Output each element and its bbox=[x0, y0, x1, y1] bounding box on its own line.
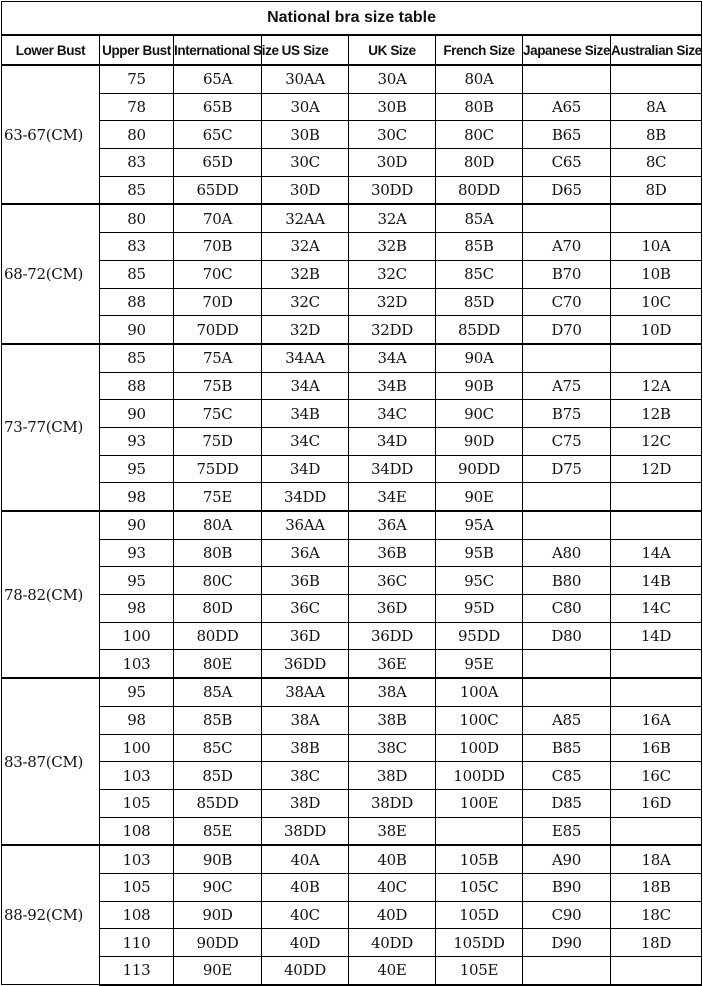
upper-bust-cell: 85 bbox=[100, 176, 174, 204]
french-size-cell: 90C bbox=[436, 400, 523, 428]
international-size-cell: 90B bbox=[174, 845, 262, 873]
us-size-cell: 40D bbox=[262, 929, 349, 957]
australian-size-cell: 8B bbox=[611, 121, 702, 149]
lower-bust-range: 83-87(CM) bbox=[2, 678, 100, 845]
french-size-cell: 90B bbox=[436, 372, 523, 400]
us-size-cell: 38D bbox=[262, 789, 349, 817]
us-size-cell: 34A bbox=[262, 372, 349, 400]
uk-size-cell: 32A bbox=[349, 204, 436, 232]
international-size-cell: 75E bbox=[174, 483, 262, 511]
australian-size-cell: 8A bbox=[611, 93, 702, 121]
international-size-cell: 65B bbox=[174, 93, 262, 121]
us-size-cell: 36B bbox=[262, 567, 349, 595]
uk-size-cell: 32C bbox=[349, 260, 436, 288]
japanese-size-cell: A75 bbox=[523, 372, 611, 400]
international-size-cell: 80E bbox=[174, 650, 262, 678]
bra-size-table bbox=[1, 1, 702, 986]
japanese-size-cell: D75 bbox=[523, 455, 611, 483]
french-size-cell: 80A bbox=[436, 65, 523, 93]
french-size-cell: 85C bbox=[436, 260, 523, 288]
table-row bbox=[2, 176, 702, 204]
table-row bbox=[2, 650, 702, 678]
french-size-cell: 85B bbox=[436, 233, 523, 261]
french-size-cell: 85D bbox=[436, 288, 523, 316]
table-row bbox=[2, 929, 702, 957]
table-row bbox=[2, 372, 702, 400]
lower-bust-range: 88-92(CM) bbox=[2, 845, 100, 984]
upper-bust-cell: 95 bbox=[100, 567, 174, 595]
upper-bust-cell: 75 bbox=[100, 65, 174, 93]
australian-size-cell: 14D bbox=[611, 622, 702, 650]
french-size-cell bbox=[436, 817, 523, 845]
japanese-size-cell: B80 bbox=[523, 567, 611, 595]
japanese-size-cell: D90 bbox=[523, 929, 611, 957]
french-size-cell: 100D bbox=[436, 734, 523, 762]
uk-size-cell: 30DD bbox=[349, 176, 436, 204]
australian-size-cell: 14B bbox=[611, 567, 702, 595]
uk-size-cell: 32B bbox=[349, 233, 436, 261]
international-size-cell: 65D bbox=[174, 149, 262, 177]
us-size-cell: 40A bbox=[262, 845, 349, 873]
table-row bbox=[2, 288, 702, 316]
upper-bust-cell: 98 bbox=[100, 483, 174, 511]
us-size-cell: 32AA bbox=[262, 204, 349, 232]
australian-size-cell bbox=[611, 957, 702, 985]
international-size-cell: 75DD bbox=[174, 455, 262, 483]
table-row bbox=[2, 567, 702, 595]
international-size-cell: 70DD bbox=[174, 316, 262, 344]
table-row bbox=[2, 93, 702, 121]
uk-size-cell: 38DD bbox=[349, 789, 436, 817]
upper-bust-cell: 80 bbox=[100, 204, 174, 232]
international-size-cell: 80DD bbox=[174, 622, 262, 650]
uk-size-cell: 38C bbox=[349, 734, 436, 762]
us-size-cell: 30AA bbox=[262, 65, 349, 93]
japanese-size-cell bbox=[523, 344, 611, 372]
international-size-cell: 90D bbox=[174, 901, 262, 929]
uk-size-cell: 30A bbox=[349, 65, 436, 93]
international-size-cell: 70A bbox=[174, 204, 262, 232]
international-size-cell: 85D bbox=[174, 762, 262, 790]
upper-bust-cell: 88 bbox=[100, 372, 174, 400]
us-size-cell: 34AA bbox=[262, 344, 349, 372]
upper-bust-cell: 78 bbox=[100, 93, 174, 121]
header-upper-bust: Upper Bust bbox=[100, 35, 174, 65]
international-size-cell: 85C bbox=[174, 734, 262, 762]
international-size-cell: 80D bbox=[174, 595, 262, 623]
lower-bust-range: 73-77(CM) bbox=[2, 344, 100, 511]
upper-bust-cell: 105 bbox=[100, 789, 174, 817]
table-row bbox=[2, 539, 702, 567]
table-row bbox=[2, 121, 702, 149]
upper-bust-cell: 103 bbox=[100, 845, 174, 873]
french-size-cell: 100C bbox=[436, 706, 523, 734]
french-size-cell: 85A bbox=[436, 204, 523, 232]
us-size-cell: 38C bbox=[262, 762, 349, 790]
us-size-cell: 40B bbox=[262, 873, 349, 901]
australian-size-cell: 16B bbox=[611, 734, 702, 762]
japanese-size-cell: A65 bbox=[523, 93, 611, 121]
japanese-size-cell: B85 bbox=[523, 734, 611, 762]
international-size-cell: 80A bbox=[174, 511, 262, 539]
australian-size-cell: 10B bbox=[611, 260, 702, 288]
upper-bust-cell: 88 bbox=[100, 288, 174, 316]
upper-bust-cell: 90 bbox=[100, 511, 174, 539]
header-lower-bust: Lower Bust bbox=[2, 35, 100, 65]
upper-bust-cell: 110 bbox=[100, 929, 174, 957]
lower-bust-range: 68-72(CM) bbox=[2, 204, 100, 343]
french-size-cell: 95B bbox=[436, 539, 523, 567]
international-size-cell: 75A bbox=[174, 344, 262, 372]
japanese-size-cell: C90 bbox=[523, 901, 611, 929]
us-size-cell: 30A bbox=[262, 93, 349, 121]
french-size-cell: 100E bbox=[436, 789, 523, 817]
international-size-cell: 85A bbox=[174, 678, 262, 706]
uk-size-cell: 40D bbox=[349, 901, 436, 929]
upper-bust-cell: 100 bbox=[100, 734, 174, 762]
french-size-cell: 80D bbox=[436, 149, 523, 177]
australian-size-cell: 8D bbox=[611, 176, 702, 204]
us-size-cell: 38B bbox=[262, 734, 349, 762]
upper-bust-cell: 90 bbox=[100, 316, 174, 344]
upper-bust-cell: 90 bbox=[100, 400, 174, 428]
japanese-size-cell bbox=[523, 483, 611, 511]
uk-size-cell: 34A bbox=[349, 344, 436, 372]
japanese-size-cell bbox=[523, 511, 611, 539]
upper-bust-cell: 85 bbox=[100, 260, 174, 288]
table-title: National bra size table bbox=[2, 2, 702, 36]
international-size-cell: 65A bbox=[174, 65, 262, 93]
japanese-size-cell bbox=[523, 650, 611, 678]
uk-size-cell: 36C bbox=[349, 567, 436, 595]
international-size-cell: 80C bbox=[174, 567, 262, 595]
australian-size-cell bbox=[611, 817, 702, 845]
australian-size-cell: 18D bbox=[611, 929, 702, 957]
uk-size-cell: 34E bbox=[349, 483, 436, 511]
table-row bbox=[2, 817, 702, 845]
japanese-size-cell: D65 bbox=[523, 176, 611, 204]
table-row bbox=[2, 400, 702, 428]
uk-size-cell: 36D bbox=[349, 595, 436, 623]
us-size-cell: 30C bbox=[262, 149, 349, 177]
table-row bbox=[2, 455, 702, 483]
table-body bbox=[2, 65, 702, 985]
upper-bust-cell: 95 bbox=[100, 455, 174, 483]
french-size-cell: 90DD bbox=[436, 455, 523, 483]
us-size-cell: 38DD bbox=[262, 817, 349, 845]
japanese-size-cell bbox=[523, 957, 611, 985]
australian-size-cell: 10C bbox=[611, 288, 702, 316]
japanese-size-cell: D80 bbox=[523, 622, 611, 650]
french-size-cell: 105DD bbox=[436, 929, 523, 957]
upper-bust-cell: 103 bbox=[100, 650, 174, 678]
us-size-cell: 38A bbox=[262, 706, 349, 734]
french-size-cell: 105C bbox=[436, 873, 523, 901]
australian-size-cell: 16A bbox=[611, 706, 702, 734]
australian-size-cell: 12C bbox=[611, 427, 702, 455]
international-size-cell: 85DD bbox=[174, 789, 262, 817]
french-size-cell: 95E bbox=[436, 650, 523, 678]
japanese-size-cell: A80 bbox=[523, 539, 611, 567]
international-size-cell: 75D bbox=[174, 427, 262, 455]
uk-size-cell: 30D bbox=[349, 149, 436, 177]
french-size-cell: 80C bbox=[436, 121, 523, 149]
us-size-cell: 36D bbox=[262, 622, 349, 650]
upper-bust-cell: 100 bbox=[100, 622, 174, 650]
australian-size-cell: 12A bbox=[611, 372, 702, 400]
uk-size-cell: 34C bbox=[349, 400, 436, 428]
australian-size-cell: 18B bbox=[611, 873, 702, 901]
australian-size-cell: 16C bbox=[611, 762, 702, 790]
table-row bbox=[2, 427, 702, 455]
japanese-size-cell: D70 bbox=[523, 316, 611, 344]
header-japanese-size: Japanese Size bbox=[523, 35, 611, 65]
uk-size-cell: 30B bbox=[349, 93, 436, 121]
japanese-size-cell: C75 bbox=[523, 427, 611, 455]
header-uk-size: UK Size bbox=[349, 35, 436, 65]
australian-size-cell bbox=[611, 511, 702, 539]
table-row bbox=[2, 344, 702, 372]
international-size-cell: 65C bbox=[174, 121, 262, 149]
uk-size-cell: 32D bbox=[349, 288, 436, 316]
upper-bust-cell: 95 bbox=[100, 678, 174, 706]
australian-size-cell: 10A bbox=[611, 233, 702, 261]
international-size-cell: 70D bbox=[174, 288, 262, 316]
upper-bust-cell: 93 bbox=[100, 427, 174, 455]
upper-bust-cell: 93 bbox=[100, 539, 174, 567]
uk-size-cell: 36DD bbox=[349, 622, 436, 650]
column-header-row bbox=[2, 35, 702, 65]
australian-size-cell: 8C bbox=[611, 149, 702, 177]
uk-size-cell: 38A bbox=[349, 678, 436, 706]
us-size-cell: 34D bbox=[262, 455, 349, 483]
lower-bust-range: 63-67(CM) bbox=[2, 65, 100, 204]
french-size-cell: 80B bbox=[436, 93, 523, 121]
japanese-size-cell: A70 bbox=[523, 233, 611, 261]
french-size-cell: 95DD bbox=[436, 622, 523, 650]
table-row bbox=[2, 316, 702, 344]
uk-size-cell: 40DD bbox=[349, 929, 436, 957]
upper-bust-cell: 113 bbox=[100, 957, 174, 985]
uk-size-cell: 30C bbox=[349, 121, 436, 149]
french-size-cell: 95D bbox=[436, 595, 523, 623]
us-size-cell: 36C bbox=[262, 595, 349, 623]
header-australian-size: Australian Size bbox=[611, 35, 702, 65]
japanese-size-cell bbox=[523, 204, 611, 232]
us-size-cell: 30D bbox=[262, 176, 349, 204]
japanese-size-cell: C70 bbox=[523, 288, 611, 316]
australian-size-cell bbox=[611, 678, 702, 706]
uk-size-cell: 34D bbox=[349, 427, 436, 455]
uk-size-cell: 40E bbox=[349, 957, 436, 985]
upper-bust-cell: 83 bbox=[100, 233, 174, 261]
upper-bust-cell: 80 bbox=[100, 121, 174, 149]
uk-size-cell: 40C bbox=[349, 873, 436, 901]
international-size-cell: 90DD bbox=[174, 929, 262, 957]
australian-size-cell: 14C bbox=[611, 595, 702, 623]
japanese-size-cell: B65 bbox=[523, 121, 611, 149]
french-size-cell: 105D bbox=[436, 901, 523, 929]
table-row bbox=[2, 149, 702, 177]
french-size-cell: 90D bbox=[436, 427, 523, 455]
uk-size-cell: 38D bbox=[349, 762, 436, 790]
japanese-size-cell: D85 bbox=[523, 789, 611, 817]
australian-size-cell: 18A bbox=[611, 845, 702, 873]
upper-bust-cell: 103 bbox=[100, 762, 174, 790]
australian-size-cell bbox=[611, 483, 702, 511]
international-size-cell: 75C bbox=[174, 400, 262, 428]
uk-size-cell: 34DD bbox=[349, 455, 436, 483]
table-row bbox=[2, 595, 702, 623]
upper-bust-cell: 83 bbox=[100, 149, 174, 177]
japanese-size-cell: A85 bbox=[523, 706, 611, 734]
french-size-cell: 95A bbox=[436, 511, 523, 539]
australian-size-cell bbox=[611, 344, 702, 372]
french-size-cell: 105E bbox=[436, 957, 523, 985]
table-row bbox=[2, 789, 702, 817]
us-size-cell: 34DD bbox=[262, 483, 349, 511]
japanese-size-cell: B75 bbox=[523, 400, 611, 428]
french-size-cell: 85DD bbox=[436, 316, 523, 344]
upper-bust-cell: 105 bbox=[100, 873, 174, 901]
table-row bbox=[2, 873, 702, 901]
table-row bbox=[2, 734, 702, 762]
upper-bust-cell: 98 bbox=[100, 706, 174, 734]
japanese-size-cell: B90 bbox=[523, 873, 611, 901]
australian-size-cell: 14A bbox=[611, 539, 702, 567]
table-row bbox=[2, 901, 702, 929]
us-size-cell: 32B bbox=[262, 260, 349, 288]
international-size-cell: 90E bbox=[174, 957, 262, 985]
upper-bust-cell: 98 bbox=[100, 595, 174, 623]
japanese-size-cell bbox=[523, 65, 611, 93]
french-size-cell: 95C bbox=[436, 567, 523, 595]
uk-size-cell: 32DD bbox=[349, 316, 436, 344]
uk-size-cell: 36B bbox=[349, 539, 436, 567]
table-row bbox=[2, 622, 702, 650]
japanese-size-cell: B70 bbox=[523, 260, 611, 288]
japanese-size-cell: C85 bbox=[523, 762, 611, 790]
us-size-cell: 34B bbox=[262, 400, 349, 428]
australian-size-cell: 12D bbox=[611, 455, 702, 483]
uk-size-cell: 40B bbox=[349, 845, 436, 873]
us-size-cell: 40C bbox=[262, 901, 349, 929]
australian-size-cell bbox=[611, 65, 702, 93]
japanese-size-cell: C80 bbox=[523, 595, 611, 623]
international-size-cell: 90C bbox=[174, 873, 262, 901]
japanese-size-cell: E85 bbox=[523, 817, 611, 845]
australian-size-cell: 10D bbox=[611, 316, 702, 344]
us-size-cell: 32C bbox=[262, 288, 349, 316]
australian-size-cell bbox=[611, 650, 702, 678]
international-size-cell: 75B bbox=[174, 372, 262, 400]
header-international-size: International Size bbox=[174, 35, 262, 65]
uk-size-cell: 36E bbox=[349, 650, 436, 678]
header-us-size: US Size bbox=[262, 35, 349, 65]
australian-size-cell: 18C bbox=[611, 901, 702, 929]
header-french-size: French Size bbox=[436, 35, 523, 65]
uk-size-cell: 38E bbox=[349, 817, 436, 845]
japanese-size-cell bbox=[523, 678, 611, 706]
us-size-cell: 36DD bbox=[262, 650, 349, 678]
table-row bbox=[2, 233, 702, 261]
upper-bust-cell: 108 bbox=[100, 901, 174, 929]
us-size-cell: 32A bbox=[262, 233, 349, 261]
international-size-cell: 80B bbox=[174, 539, 262, 567]
table-row bbox=[2, 762, 702, 790]
table-row bbox=[2, 204, 702, 232]
japanese-size-cell: C65 bbox=[523, 149, 611, 177]
us-size-cell: 34C bbox=[262, 427, 349, 455]
french-size-cell: 105B bbox=[436, 845, 523, 873]
international-size-cell: 85E bbox=[174, 817, 262, 845]
french-size-cell: 100A bbox=[436, 678, 523, 706]
table-row bbox=[2, 957, 702, 985]
international-size-cell: 70B bbox=[174, 233, 262, 261]
us-size-cell: 36A bbox=[262, 539, 349, 567]
table-row bbox=[2, 483, 702, 511]
us-size-cell: 36AA bbox=[262, 511, 349, 539]
us-size-cell: 38AA bbox=[262, 678, 349, 706]
table-row bbox=[2, 706, 702, 734]
us-size-cell: 40DD bbox=[262, 957, 349, 985]
international-size-cell: 85B bbox=[174, 706, 262, 734]
uk-size-cell: 38B bbox=[349, 706, 436, 734]
table-row bbox=[2, 678, 702, 706]
japanese-size-cell: A90 bbox=[523, 845, 611, 873]
french-size-cell: 80DD bbox=[436, 176, 523, 204]
uk-size-cell: 36A bbox=[349, 511, 436, 539]
australian-size-cell: 16D bbox=[611, 789, 702, 817]
australian-size-cell bbox=[611, 204, 702, 232]
french-size-cell: 100DD bbox=[436, 762, 523, 790]
international-size-cell: 65DD bbox=[174, 176, 262, 204]
upper-bust-cell: 85 bbox=[100, 344, 174, 372]
international-size-cell: 70C bbox=[174, 260, 262, 288]
table-row bbox=[2, 845, 702, 873]
us-size-cell: 32D bbox=[262, 316, 349, 344]
table-row bbox=[2, 260, 702, 288]
french-size-cell: 90A bbox=[436, 344, 523, 372]
australian-size-cell: 12B bbox=[611, 400, 702, 428]
table-row bbox=[2, 65, 702, 93]
upper-bust-cell: 108 bbox=[100, 817, 174, 845]
lower-bust-range: 78-82(CM) bbox=[2, 511, 100, 678]
table-row bbox=[2, 511, 702, 539]
us-size-cell: 30B bbox=[262, 121, 349, 149]
uk-size-cell: 34B bbox=[349, 372, 436, 400]
french-size-cell: 90E bbox=[436, 483, 523, 511]
